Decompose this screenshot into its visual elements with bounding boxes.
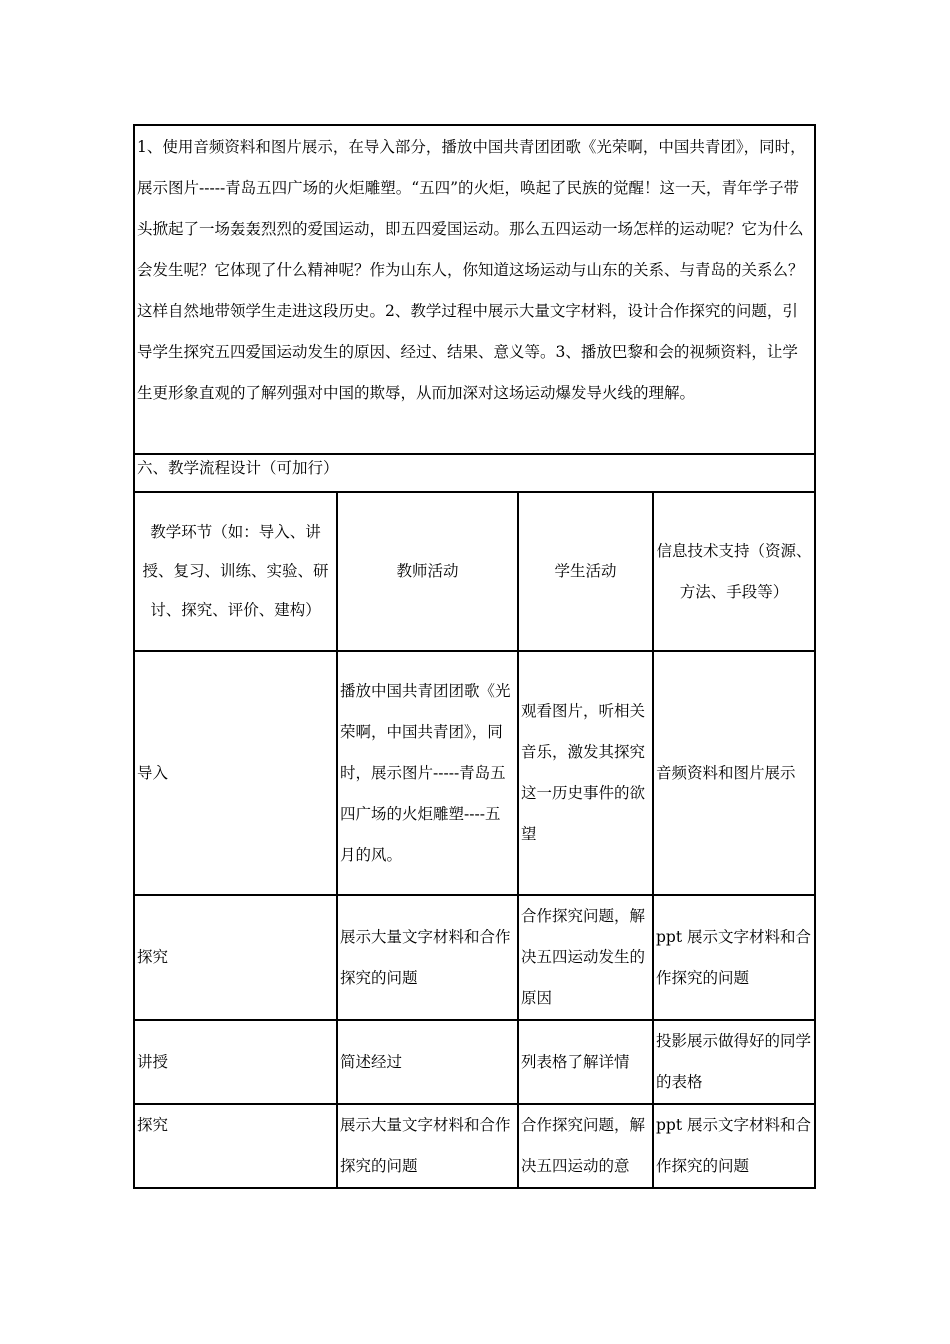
row-teacher-activity: 简述经过	[337, 1020, 518, 1104]
row-student-activity: 观看图片，听相关音乐，激发其探究这一历史事件的欲望	[518, 651, 653, 895]
section-title-row	[134, 454, 815, 492]
row-tech-support: ppt 展示文字材料和合作探究的问题	[653, 895, 815, 1020]
row-student-activity: 合作探究问题，解决五四运动的意	[518, 1104, 653, 1188]
table-row	[134, 1104, 815, 1188]
row-student-activity: 合作探究问题，解决五四运动发生的原因	[518, 895, 653, 1020]
row-stage: 探究	[134, 895, 337, 1020]
row-teacher-activity: 展示大量文字材料和合作探究的问题	[337, 1104, 518, 1188]
table-row	[134, 1020, 815, 1104]
header-teacher-activity: 教师活动	[337, 492, 518, 651]
lesson-plan-table	[133, 124, 816, 1189]
row-stage: 探究	[134, 1104, 337, 1188]
header-stage: 教学环节（如：导入、讲授、复习、训练、实验、研讨、探究、评价、建构）	[134, 492, 337, 651]
row-tech-support: 音频资料和图片展示	[653, 651, 815, 895]
row-tech-support: 投影展示做得好的同学的表格	[653, 1020, 815, 1104]
table-header-row	[134, 492, 815, 651]
row-student-activity: 列表格了解详情	[518, 1020, 653, 1104]
header-tech-support: 信息技术支持（资源、方法、手段等）	[653, 492, 815, 651]
row-stage: 讲授	[134, 1020, 337, 1104]
table-row	[134, 651, 815, 895]
header-student-activity: 学生活动	[518, 492, 653, 651]
intro-row	[134, 125, 815, 454]
table-row	[134, 895, 815, 1020]
row-tech-support: ppt 展示文字材料和合作探究的问题	[653, 1104, 815, 1188]
row-stage: 导入	[134, 651, 337, 895]
section-title: 六、教学流程设计（可加行）	[134, 454, 815, 492]
intro-paragraph: 1、使用音频资料和图片展示，在导入部分，播放中国共青团团歌《光荣啊，中国共青团》，同时，展示图片-----青岛五四广场的火炬雕塑。“五四”的火炬，唤起了民族的觉醒！这一天，青年学子带头掀起了一场轰轰烈烈的爱国运动，即五四爱国运动。那么五四运动一场怎样的运动呢？它为什么会发生呢？它体现了什么精神呢？作为山东人，你知道这场运动与山东的关系、与青岛的关系么？这样自然地带领学生走进这段历史。2、教学过程中展示大量文字材料，设计合作探究的问题，引导学生探究五四爱国运动发生的原因、经过、结果、意义等。3、播放巴黎和会的视频资料，让学生更形象直观的了解列强对中国的欺辱，从而加深对这场运动爆发导火线的理解。	[134, 125, 815, 454]
row-teacher-activity: 播放中国共青团团歌《光荣啊，中国共青团》，同时，展示图片-----青岛五四广场的火炬雕塑----五月的风。	[337, 651, 518, 895]
row-teacher-activity: 展示大量文字材料和合作探究的问题	[337, 895, 518, 1020]
